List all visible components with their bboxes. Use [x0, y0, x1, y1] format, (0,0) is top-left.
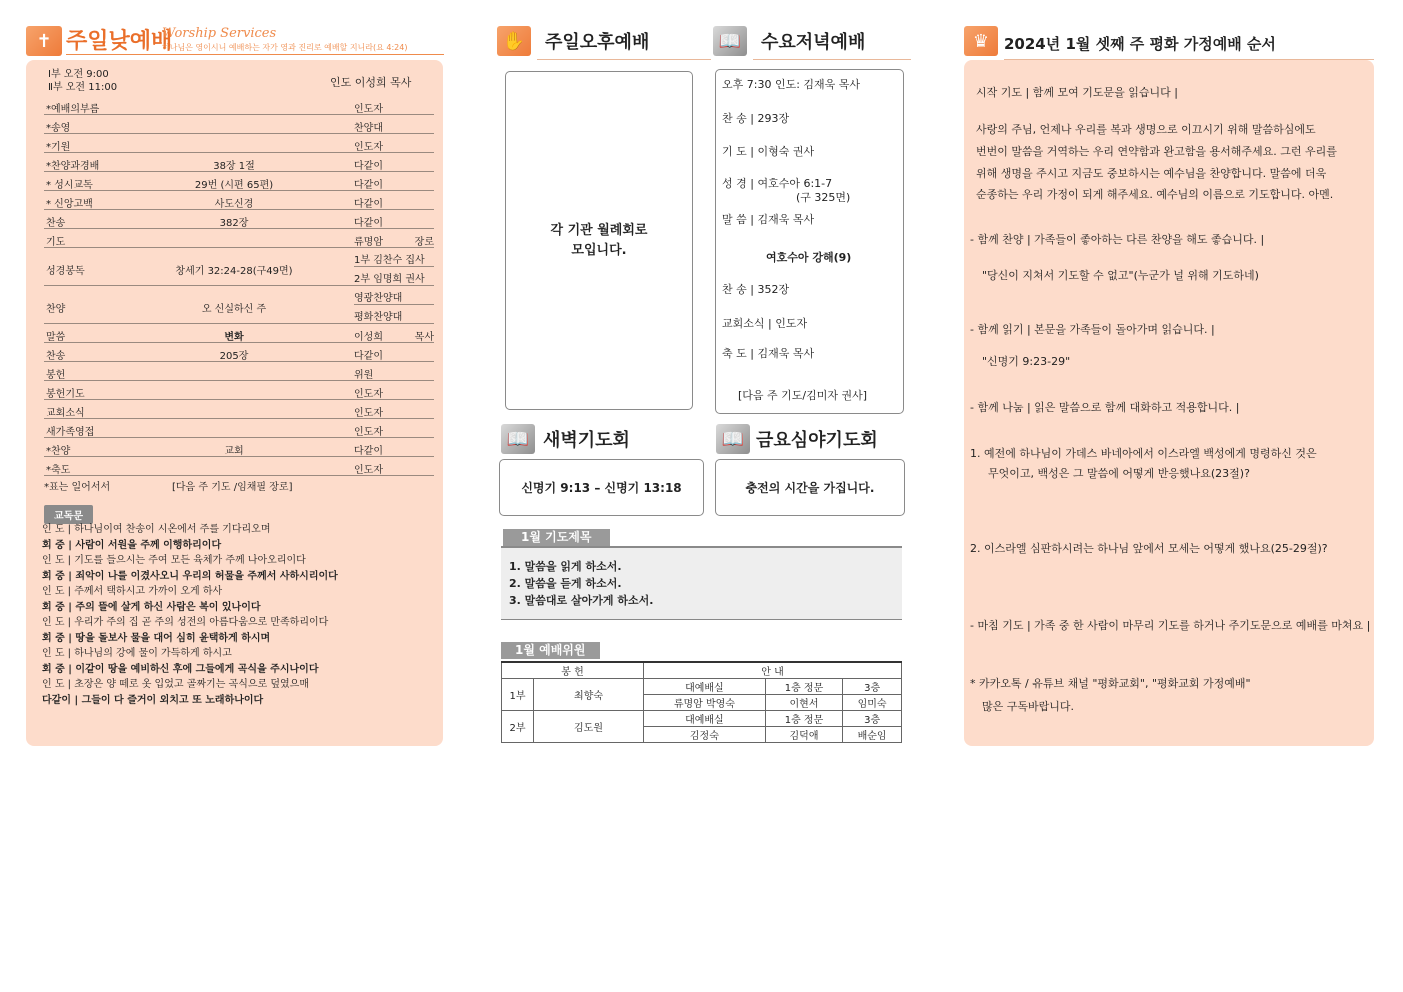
family-line-5: - 함께 찬양 | 가족들이 좋아하는 다른 찬양을 해도 좋습니다. |	[970, 233, 1265, 246]
next-prayer-sunday: [다음 주 기도 /임채필 장로]	[172, 482, 293, 493]
responsive-line: 회 중 | 죄악이 나를 이겼사오니 우리의 허물을 주께서 사하시리이다	[42, 570, 338, 582]
afternoon-body-1: 각 기관 월례회로	[550, 222, 648, 238]
order-item: 찬송	[46, 218, 66, 229]
sunday-worship-title-en: Worship Services	[162, 26, 277, 41]
bible-icon: 📖	[713, 26, 747, 56]
bible-icon: 📖	[716, 424, 750, 454]
worship-order-row	[44, 400, 434, 419]
cross-icon: ✝	[26, 26, 62, 56]
family-line-7: - 함께 읽기 | 본문을 가족들이 돌아가며 읽습니다. |	[970, 323, 1215, 336]
service-time-2: Ⅱ부 오전 11:00	[48, 82, 118, 93]
worship-order-row	[44, 381, 434, 400]
worship-order-row	[44, 343, 434, 362]
staff-svc-2: 2부	[502, 711, 534, 743]
family-line-4: 순종하는 우리 가정이 되게 해주세요. 예수님의 이름으로 기도합니다. 아멘.	[976, 188, 1334, 201]
dawn-box	[499, 459, 704, 516]
family-line-6: "당신이 지쳐서 기도할 수 없고"(누군가 널 위해 기도하네)	[982, 269, 1259, 282]
order-by: 인도자	[354, 142, 383, 153]
order-item: *예배의부름	[46, 104, 100, 115]
staff-cell: 이현서	[765, 695, 842, 711]
order-item: 봉헌	[46, 370, 66, 381]
order-item: *송영	[46, 123, 71, 134]
order-by: 찬양대	[354, 123, 383, 134]
praying-hands-icon: ✋	[497, 26, 531, 56]
sunday-worship-title: 주일낮예배	[66, 29, 173, 54]
order-by: 이성희 목사	[354, 332, 434, 343]
order-item: 교회소식	[46, 408, 85, 419]
worship-order-row	[44, 324, 434, 343]
sunday-worship-header	[26, 24, 444, 56]
order-by: 다같이	[354, 180, 383, 191]
order-by: 다같이	[354, 161, 383, 172]
staff-cell: 3층	[843, 679, 902, 695]
afternoon-body-2: 모입니다.	[571, 242, 627, 258]
order-item: * 성시교독	[46, 180, 93, 191]
responsive-line: 회 중 | 사람이 서원을 주께 이행하리이다	[42, 539, 222, 551]
family-line-8: "신명기 9:23-29"	[982, 355, 1071, 368]
worship-order-row	[44, 457, 434, 476]
wednesday-time: 오후 7:30 인도: 김재욱 목사	[722, 78, 861, 91]
order-by: 인도자	[354, 408, 383, 419]
family-line-1: 사랑의 주님, 언제나 우리를 복과 생명으로 이끄시기 위해 말씀하심에도	[976, 123, 1316, 136]
order-item: 성경봉독	[46, 266, 85, 277]
order-item: 찬양	[46, 304, 66, 315]
worship-order-row	[44, 419, 434, 438]
staff-offer-1: 최향숙	[534, 679, 644, 711]
staff-cell: 1층 정문	[765, 679, 842, 695]
worship-order-row	[44, 438, 434, 457]
prayer-topics-header	[503, 529, 610, 546]
dawn-title: 새벽기도회	[543, 430, 630, 451]
order-by: 인도자	[354, 389, 383, 400]
order-by: 인도자	[354, 427, 383, 438]
wednesday-hymn1: 찬 송 | 293장	[722, 112, 790, 125]
standing-note	[44, 478, 293, 493]
responsive-reading-badge: 교독문	[44, 505, 93, 524]
order-content: 오 신실하신 주	[201, 304, 267, 315]
order-by: 영광찬양대	[354, 293, 403, 304]
wednesday-sermon: 말 씀 | 김재욱 목사	[722, 213, 815, 226]
wednesday-news: 교회소식 | 인도자	[722, 317, 808, 330]
wednesday-scripture: 성 경 | 여호수아 6:1-7	[722, 177, 833, 190]
responsive-line: 다같이 | 그들이 다 즐거이 외치고 또 노래하나이다	[42, 694, 264, 706]
family-line-12: 2. 이스라엘 심판하시려는 하나님 앞에서 모세는 어떻게 했나요(25-29절)?	[970, 542, 1328, 555]
dawn-body: 신명기 9:13 – 신명기 13:18	[521, 480, 682, 495]
service-time-1: Ⅰ부 오전 9:00	[48, 69, 109, 80]
prayer-topics-box	[501, 548, 902, 620]
staff-cell: 임미숙	[843, 695, 902, 711]
responsive-line: 회 중 | 이같이 땅을 예비하신 후에 그들에게 곡식을 주시나이다	[42, 663, 319, 675]
sunday-worship-verse: 하나님은 영이시니 예배하는 자가 영과 진리로 예배할 지니라(요 4:24)	[162, 43, 408, 52]
staff-cell: 배순임	[843, 727, 902, 743]
order-content: 29번 (시편 65편)	[194, 180, 274, 191]
prayer-topic-2: 2. 말씀을 듣게 하소서.	[509, 577, 622, 590]
prayer-topics-label: 1월 기도제목	[503, 529, 610, 546]
family-line-2: 번번이 말씀을 거역하는 우리 연약함과 완고함을 용서해주세요. 그런 우리를	[976, 145, 1337, 158]
order-by: 다같이	[354, 446, 383, 457]
order-item: 기도	[46, 237, 66, 248]
family-line-3: 위해 생명을 주시고 지금도 중보하시는 예수님을 찬양합니다. 말씀에 더욱	[976, 167, 1327, 180]
worship-order-row	[44, 172, 434, 191]
order-by: 다같이	[354, 351, 383, 362]
order-content: 교회	[224, 446, 244, 457]
responsive-reading	[42, 522, 432, 708]
worship-order-row	[44, 153, 434, 172]
standing-note-text: *표는 일어서서	[44, 482, 111, 493]
family-line-11: 무엇이고, 백성은 그 말씀에 어떻게 반응했나요(23절)?	[988, 467, 1250, 480]
worship-order-row	[44, 115, 434, 134]
wednesday-series: 여호수아 강해(9)	[766, 251, 852, 264]
staff-cell: 김정숙	[644, 727, 766, 743]
order-by: 류명암 장로	[354, 237, 434, 248]
friday-header	[716, 424, 906, 454]
family-line-10: 1. 예전에 하나님이 가데스 바네아에서 이스라엘 백성에게 명령하신 것은	[970, 447, 1317, 460]
wednesday-next: [다음 주 기도/김미자 권사]	[738, 389, 868, 402]
order-content: 창세기 32:24-28(구49면)	[175, 266, 293, 277]
responsive-line: 인 도 | 하나님의 강에 물이 가득하게 하시고	[42, 648, 232, 659]
wednesday-prayer: 기 도 | 이형숙 권사	[722, 145, 815, 158]
family-line-0: 시작 기도 | 함께 모여 기도문을 읽습니다 |	[976, 86, 1178, 99]
worship-order-row	[44, 286, 434, 324]
wednesday-title: 수요저녁예배	[761, 32, 866, 53]
service-times	[48, 68, 117, 94]
family-line-15: 많은 구독바랍니다.	[982, 700, 1075, 713]
order-by: 위원	[354, 370, 374, 381]
order-of-worship	[44, 96, 434, 476]
order-content: 205장	[219, 351, 249, 362]
order-content: 382장	[219, 218, 249, 229]
friday-box	[715, 459, 905, 516]
order-by: 다같이	[354, 218, 383, 229]
staff-table	[501, 661, 902, 743]
dawn-header	[501, 424, 701, 454]
order-by: 인도자	[354, 104, 383, 115]
worship-order-row	[44, 134, 434, 153]
wednesday-hymn2: 찬 송 | 352장	[722, 283, 790, 296]
responsive-line: 인 도 | 우리가 주의 집 곧 주의 성전의 아름다움으로 만족하리이다	[42, 617, 329, 628]
prayer-topic-3: 3. 말씀대로 살아가게 하소서.	[509, 594, 654, 607]
worship-order-row	[44, 229, 434, 248]
staff-cell: 1층 정문	[765, 711, 842, 727]
friday-title: 금요심야기도회	[756, 430, 878, 451]
family-header	[964, 26, 1374, 56]
wednesday-bless: 축 도 | 김재욱 목사	[722, 347, 815, 360]
staff-label: 1월 예배위원	[501, 642, 600, 659]
responsive-line: 인 도 | 하나님이여 찬송이 시온에서 주를 기다리오며	[42, 524, 271, 535]
order-by: 다같이	[354, 199, 383, 210]
staff-col-offering: 봉 헌	[502, 662, 644, 679]
bible-icon: 📖	[501, 424, 535, 454]
staff-cell: 대예배실	[644, 679, 766, 695]
order-item: 찬송	[46, 351, 66, 362]
order-item: *축도	[46, 465, 71, 476]
order-item: 새가족영접	[46, 427, 95, 438]
responsive-line: 회 중 | 주의 뜰에 살게 하신 사람은 복이 있나이다	[42, 601, 261, 613]
order-by: 인도자	[354, 465, 383, 476]
staff-cell: 대예배실	[644, 711, 766, 727]
staff-cell: 김덕애	[765, 727, 842, 743]
staff-offer-2: 김도원	[534, 711, 644, 743]
worship-order-row	[44, 191, 434, 210]
afternoon-header	[497, 26, 711, 56]
order-item: 봉헌기도	[46, 389, 85, 400]
service-leader: 인도 이성희 목사	[330, 76, 412, 89]
friday-body: 충전의 시간을 가집니다.	[745, 480, 875, 495]
responsive-line: 인 도 | 기도를 들으시는 주여 모든 육체가 주께 나아오리이다	[42, 555, 306, 566]
afternoon-box	[505, 71, 693, 410]
family-line-14: * 카카오톡 / 유튜브 채널 "평화교회", "평화교회 가정예배"	[970, 677, 1251, 690]
order-by-2: 평화찬양대	[354, 312, 403, 323]
responsive-line: 인 도 | 초장은 양 떼로 옷 입었고 골짜기는 곡식으로 덮였으매	[42, 679, 309, 690]
staff-col-guide: 안 내	[644, 662, 902, 679]
order-by: 1부 김찬수 집사	[354, 255, 425, 266]
wednesday-header	[713, 26, 911, 56]
worship-order-row	[44, 210, 434, 229]
order-item: *찬양	[46, 446, 71, 457]
staff-svc-1: 1부	[502, 679, 534, 711]
family-line-9: - 함께 나눔 | 읽은 말씀으로 함께 대화하고 적용합니다. |	[970, 401, 1240, 414]
afternoon-title: 주일오후예배	[545, 32, 650, 53]
family-line-13: - 마침 기도 | 가족 중 한 사람이 마무리 기도를 하거나 주기도문으로 예배를 마쳐요 |	[970, 619, 1371, 632]
worship-order-row	[44, 362, 434, 381]
order-content: 38장 1절	[213, 161, 255, 172]
worship-order-row	[44, 96, 434, 115]
order-item: *찬양과경배	[46, 161, 100, 172]
worship-order-row	[44, 248, 434, 286]
order-item: *기원	[46, 142, 71, 153]
wednesday-scripture-sub: (구 325면)	[796, 191, 851, 204]
order-by-2: 2부 임명희 권사	[354, 274, 425, 285]
order-content: 변화	[224, 332, 244, 343]
order-item: * 신앙고백	[46, 199, 93, 210]
order-item: 말씀	[46, 332, 66, 343]
crown-flame-icon: ♛	[964, 26, 998, 56]
staff-cell: 3층	[843, 711, 902, 727]
staff-cell: 류명암 박영숙	[644, 695, 766, 711]
prayer-topic-1: 1. 말씀을 읽게 하소서.	[509, 560, 622, 573]
responsive-line: 회 중 | 땅을 돌보사 물을 대어 심히 윤택하게 하시며	[42, 632, 271, 644]
responsive-line: 인 도 | 주께서 택하시고 가까이 오게 하사	[42, 586, 223, 597]
order-content: 사도신경	[214, 199, 254, 210]
staff-header	[501, 642, 600, 659]
family-title: 2024년 1월 셋째 주 평화 가정예배 순서	[1004, 35, 1276, 53]
